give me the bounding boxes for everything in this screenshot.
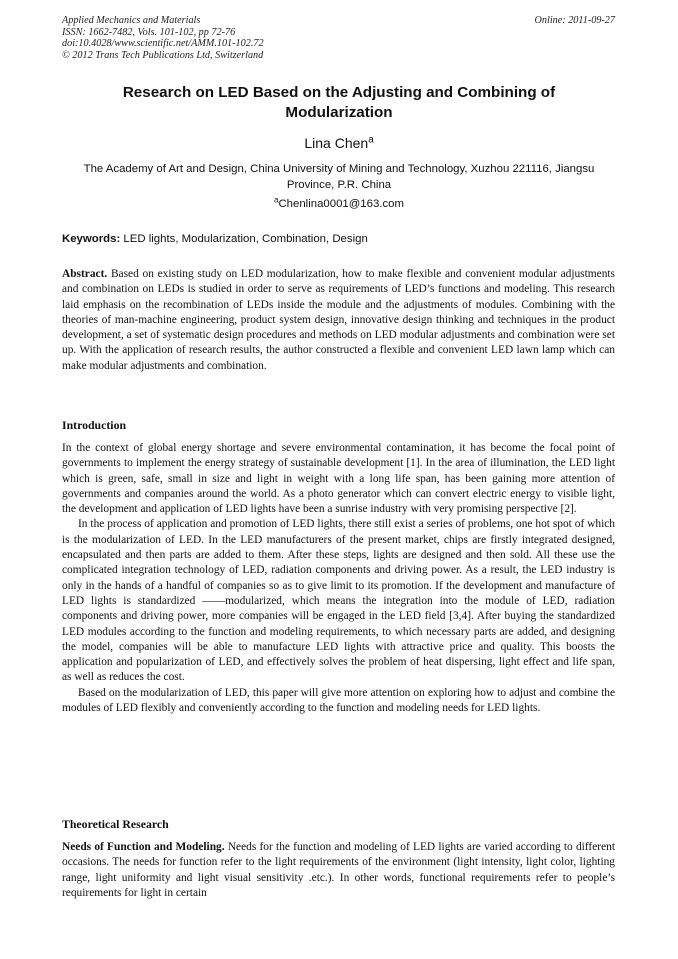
theoretical-body (62, 840, 615, 901)
introduction-body (62, 441, 615, 716)
paragraph: In the context of global energy shortage and severe environmental contamination, it has become the focal point of governments to implement the energy strategy of sustainable development [1]. In the area of illumination, the LED light which is green, safe, small in size and light in weight with a long life span, has been gaining more attention of governments and companies around the world. As a photo generator which can convert electric energy to visible light, the development and application of LED lights have been a sunrise industry with very promising perspective [2]. (62, 442, 615, 516)
journal-header (62, 15, 264, 61)
keywords (62, 233, 368, 245)
run-in-heading: Needs of Function and Modeling. (62, 841, 225, 853)
section-heading-theoretical: Theoretical Research (62, 817, 169, 831)
online-date: Online: 2011-09-27 (534, 15, 615, 26)
journal-doi: doi:10.4028/www.scientific.net/AMM.101-102.72 (62, 38, 264, 49)
author-name: Lina Chen (304, 135, 369, 151)
author-affiliation-mark: a (368, 134, 374, 146)
abstract-label: Abstract. (62, 268, 108, 280)
keywords-text: LED lights, Modularization, Combination, Design (120, 233, 368, 245)
keywords-label: Keywords: (62, 233, 121, 245)
section-heading-introduction: Introduction (62, 418, 127, 432)
abstract-text: Based on existing study on LED modularization, how to make flexible and convenient modular adjustments and combination on LEDs is studied in order to serve as requirements of LED’s functions and modeling. This research laid emphasis on the recombination of LEDs inside the module and the adjustments of modules. Combining with the theories of man-machine engineering, product system design, innovative design thinking and techniques in the product development, a set of systematic design procedures and methods on LED modular adjustments and combination were set up. With the application of research results, the author constructed a flexible and convenient LED lawn lamp which can make modular adjustments and combination. (62, 268, 615, 372)
paragraph: Based on the modularization of LED, this paper will give more attention on exploring how to adjust and combine the modules of LED flexibly and conveniently according to the function and modeling needs for LED lights. (62, 686, 615, 715)
paper-title: Research on LED Based on the Adjusting and Combining of Modularization (122, 84, 556, 121)
journal-copyright: © 2012 Trans Tech Publications Ltd, Switzerland (62, 49, 264, 61)
email-address: Chenlina0001@163.com (278, 198, 404, 210)
theoretical-text: Needs for the function and modeling of LED lights are varied according to different occasions. The needs for function refer to the light requirements of the environment (light intensity, light color, lighting range, light uniformity and light visual sensitivity .etc.). In other words, functional requirements refer to people’s requirements for light in certain (62, 841, 615, 899)
email-mark: a (274, 195, 279, 205)
journal-issn: ISSN: 1662-7482, Vols. 101-102, pp 72-76 (62, 26, 236, 38)
journal-name: Applied Mechanics and Materials (62, 15, 201, 26)
paragraph: In the process of application and promotion of LED lights, there still exist a series of problems, one hot spot of which is the modularization of LED. In the LED manufacturers of the present market, chips are firstly integrated designed, encapsulated and then parts are added to them. After these steps, lights are designed and then sold. All these use the complicated integration technology of LED, radiation components and driving power. As a result, the LED industry is only in the hands of a handful of companies so as to give limit to its promotion. If the development and manufacture of LED lights is standardized ——modularized, which means the integration into the module of LED, radiation components and driving power, more companies will be engaged in the LED field [3,4]. After buying the standardized LED modules according to the function and modeling requirements, to which necessary parts are added, and designing the model, companies will be able to manufacture LED lights with attractive price and quality. This boosts the application and popularization of LED, and effectively solves the problem of heat dispersing, light effect and life span, as well as reduces the cost. (62, 518, 615, 684)
author-line (0, 135, 678, 151)
abstract (62, 267, 615, 374)
email-line (0, 195, 678, 210)
affiliation: The Academy of Art and Design, China University of Mining and Technology, Xuzhou 221116, Jiangsu Province, P.R. China (83, 163, 595, 191)
